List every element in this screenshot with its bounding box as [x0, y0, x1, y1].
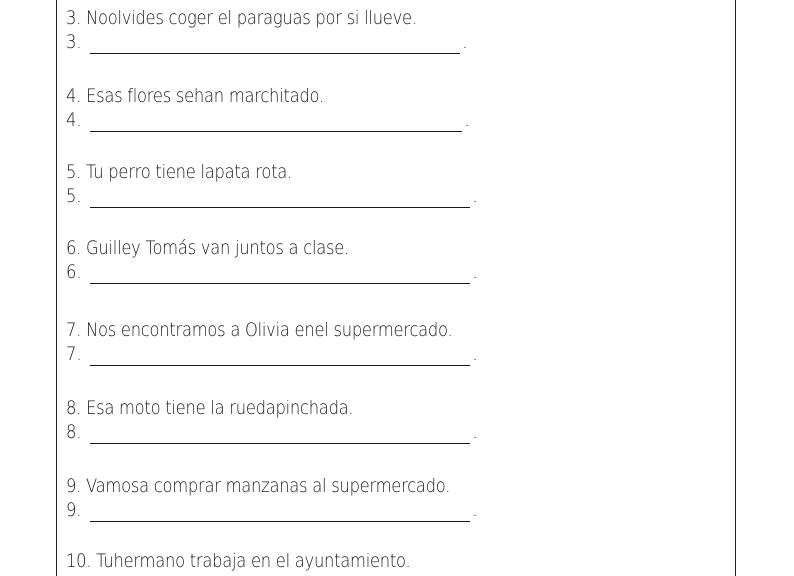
exercise-sentence: 3. Noolvides coger el paraguas por si llueve. — [66, 7, 417, 29]
exercise-5 — [66, 160, 706, 208]
exercise-10 — [66, 549, 706, 573]
answer-number: 7. — [66, 343, 82, 365]
answer-line — [66, 498, 706, 522]
answer-period: . — [472, 343, 479, 365]
answer-number: 8. — [66, 421, 82, 443]
exercise-9 — [66, 474, 706, 522]
answer-period: . — [472, 185, 479, 207]
answer-blank[interactable] — [90, 187, 470, 208]
answer-number: 9. — [66, 499, 82, 521]
answer-line — [66, 184, 706, 208]
answer-blank[interactable] — [90, 111, 462, 132]
answer-blank[interactable] — [90, 33, 460, 54]
answer-period: . — [472, 261, 479, 283]
answer-line — [66, 342, 706, 366]
exercise-8 — [66, 396, 706, 444]
exercise-sentence: 5. Tu perro tiene lapata rota. — [66, 161, 292, 183]
answer-line — [66, 420, 706, 444]
exercise-sentence: 10. Tuhermano trabaja en el ayuntamiento. — [66, 550, 411, 572]
exercise-7 — [66, 318, 706, 366]
answer-number: 4. — [66, 109, 82, 131]
answer-line — [66, 108, 706, 132]
exercise-3 — [66, 6, 706, 54]
answer-line — [66, 30, 706, 54]
answer-blank[interactable] — [90, 501, 470, 522]
answer-blank[interactable] — [90, 263, 470, 284]
answer-period: . — [472, 421, 479, 443]
answer-line — [66, 260, 706, 284]
exercise-4 — [66, 84, 706, 132]
exercise-sentence: 4. Esas flores sehan marchitado. — [66, 85, 324, 107]
answer-period: . — [472, 499, 479, 521]
exercise-6 — [66, 236, 706, 284]
answer-number: 5. — [66, 185, 82, 207]
answer-period: . — [462, 31, 469, 53]
answer-blank[interactable] — [90, 423, 470, 444]
exercise-sentence: 6. Guilley Tomás van juntos a clase. — [66, 237, 349, 259]
exercise-sentence: 8. Esa moto tiene la ruedapinchada. — [66, 397, 354, 419]
exercise-sentence: 9. Vamosa comprar manzanas al supermercado. — [66, 475, 451, 497]
answer-number: 3. — [66, 31, 82, 53]
answer-blank[interactable] — [90, 345, 470, 366]
answer-number: 6. — [66, 261, 82, 283]
exercise-sentence: 7. Nos encontramos a Olivia enel supermercado. — [66, 319, 453, 341]
answer-period: . — [464, 109, 471, 131]
